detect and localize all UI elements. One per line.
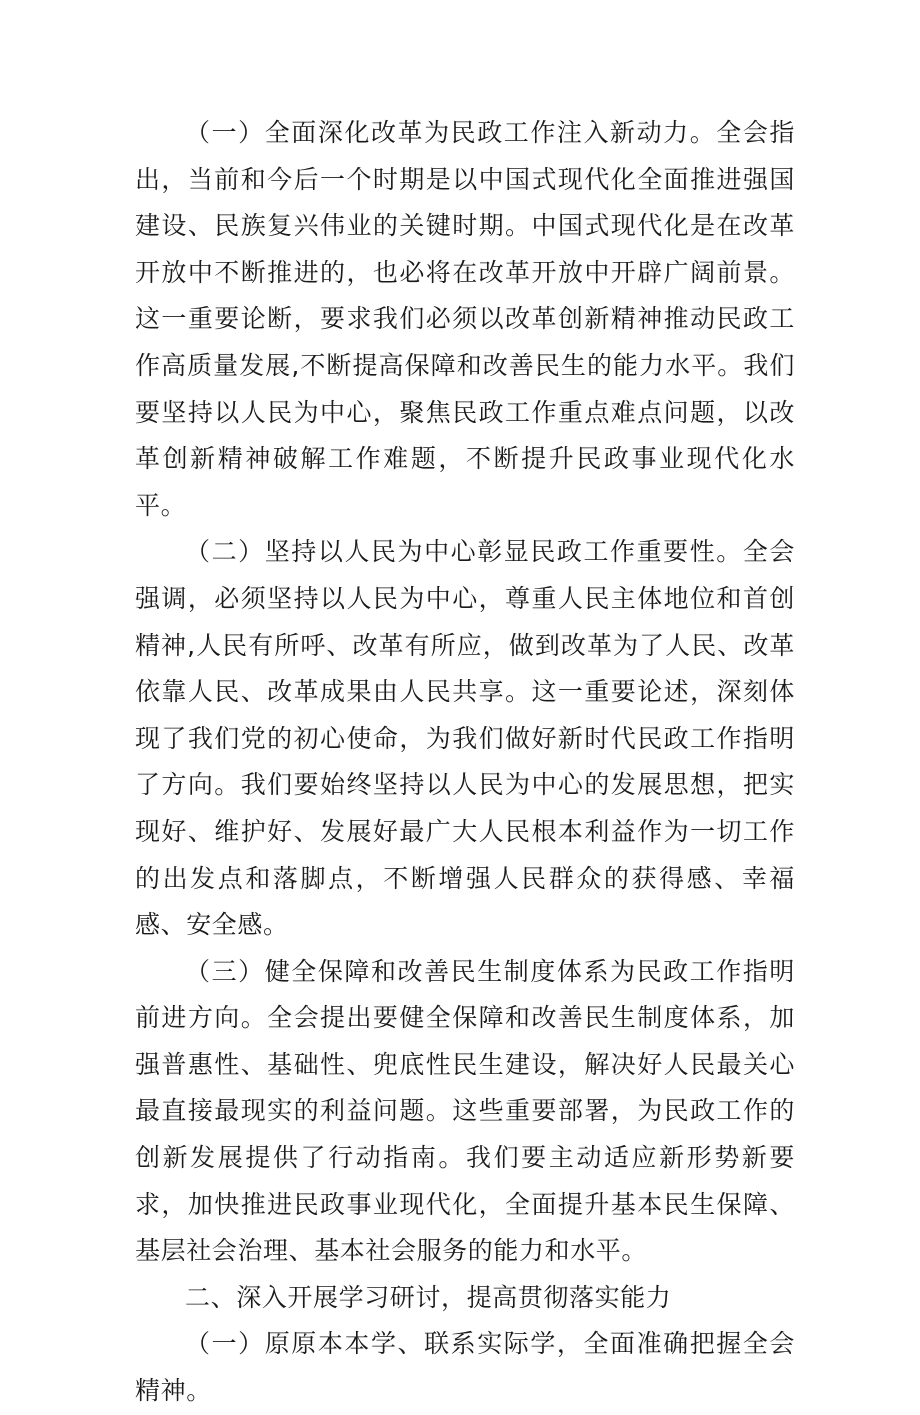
paragraph-people-centered: （二）坚持以人民为中心彰显民政工作重要性。全会强调，必须坚持以人民为中心，尊重人民主体地位和首创精神,人民有所呼、改革有所应，做到改革为了人民、改革依靠人民、改革成果由人民共享。这一重要论述，深刻体现了我们党的初心使命，为我们做好新时代民政工作指明了方向。我们要始终坚持以人民为中心的发展思想，把实现好、维护好、发展好最广大人民根本利益作为一切工作的出发点和落脚点，不断增强人民群众的获得感、幸福感、安全感。	[135, 537, 795, 940]
paragraph-study-original: （一）原原本本学、联系实际学，全面准确把握全会精神。	[135, 1329, 795, 1406]
document-body	[135, 110, 795, 1415]
paragraph-livelihood-system: （三）健全保障和改善民生制度体系为民政工作指明前进方向。全会提出要健全保障和改善民生制度体系，加强普惠性、基础性、兜底性民生建设，解决好人民最关心最直接最现实的利益问题。这些重要部署，为民政工作的创新发展提供了行动指南。我们要主动适应新形势新要求，加快推进民政事业现代化，全面提升基本民生保障、基层社会治理、基本社会服务的能力和水平。	[135, 956, 795, 1266]
section-heading-study: 二、深入开展学习研讨，提高贯彻落实能力	[185, 1282, 672, 1312]
paragraph-reform-momentum: （一）全面深化改革为民政工作注入新动力。全会指出，当前和今后一个时期是以中国式现代化全面推进强国建设、民族复兴伟业的关键时期。中国式现代化是在改革开放中不断推进的，也必将在改革开放中开辟广阔前景。这一重要论断，要求我们必须以改革创新精神推动民政工作高质量发展,不断提高保障和改善民生的能力水平。我们要坚持以人民为中心，聚焦民政工作重点难点问题，以改革创新精神破解工作难题，不断提升民政事业现代化水平。	[135, 118, 795, 520]
